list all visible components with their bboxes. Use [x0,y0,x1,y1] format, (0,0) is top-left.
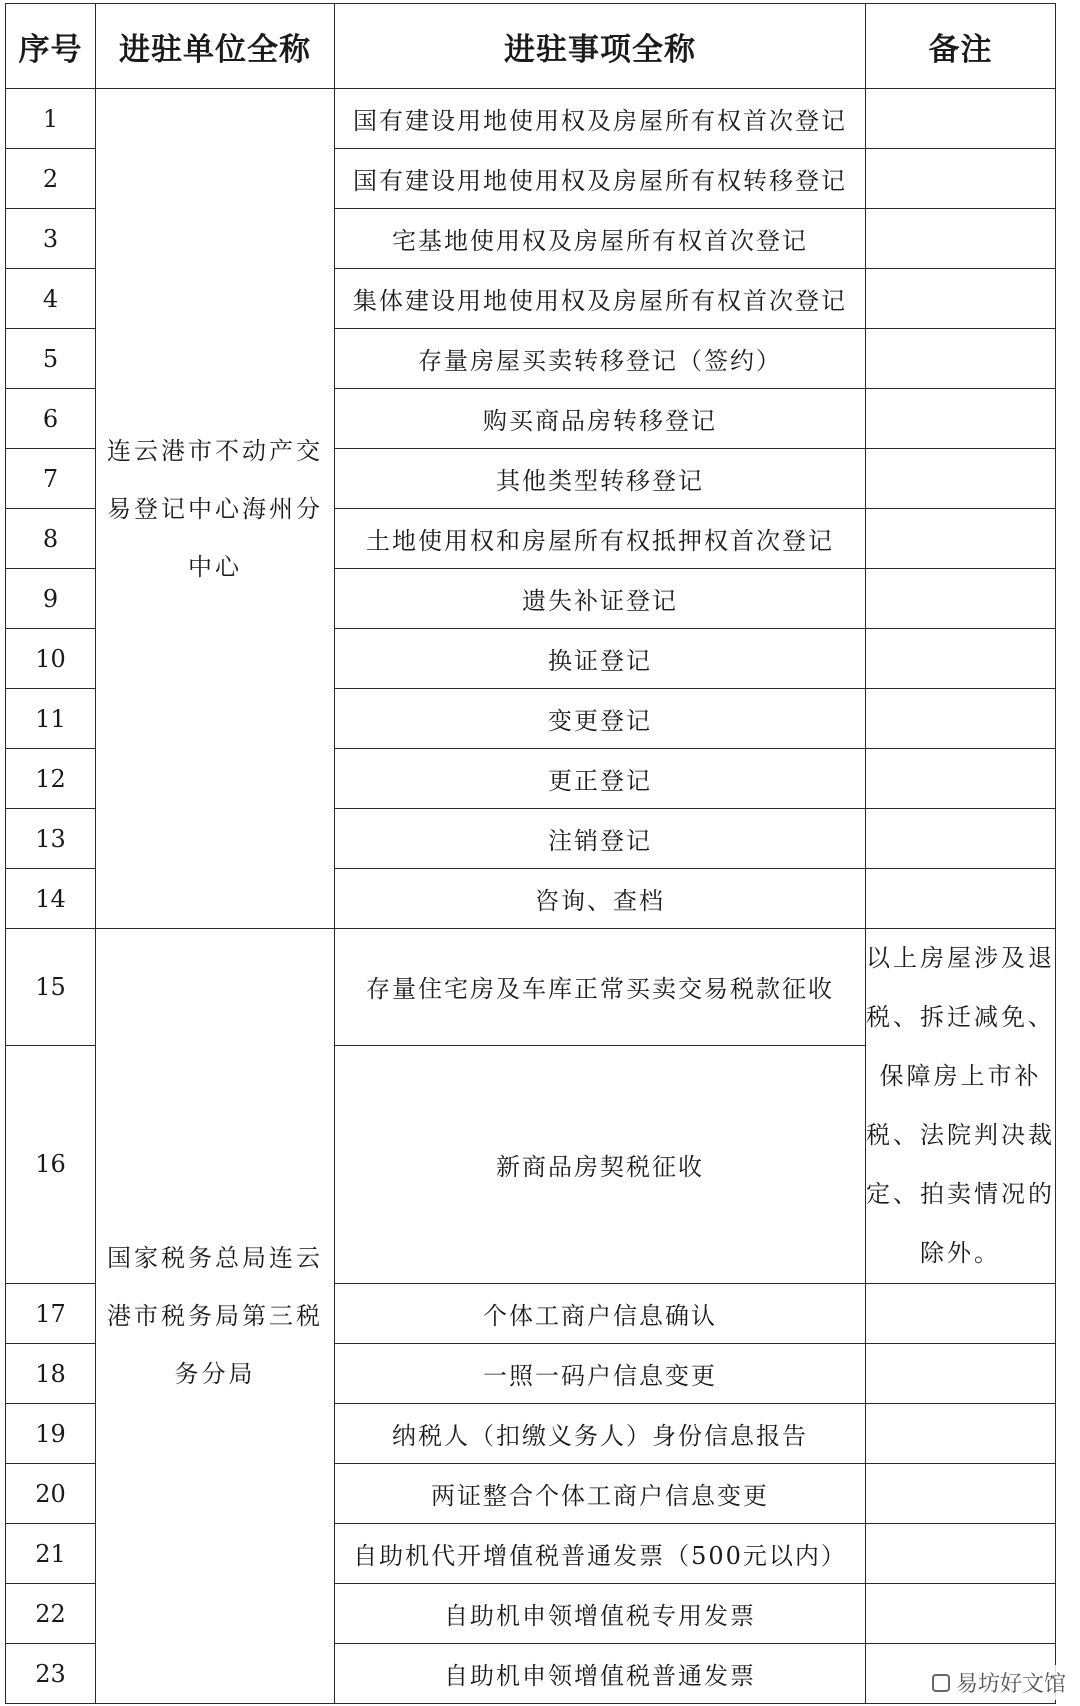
unit-real-estate-cell [96,89,335,929]
note-exclusion-cell [866,929,1056,1284]
item-name: 存量住宅房及车库正常买卖交易税款征收 [335,929,866,1046]
item-name: 换证登记 [335,629,866,689]
item-name: 一照一码户信息变更 [335,1344,866,1404]
item-name: 咨询、查档 [335,869,866,929]
note-cell [866,209,1056,269]
row-number: 11 [6,689,96,749]
watermark [926,1665,1072,1700]
row-number: 9 [6,569,96,629]
note-cell [866,269,1056,329]
row-number: 21 [6,1524,96,1584]
unit-tax-name: 国家税务总局连云港市税务局第三税务分局 [107,1244,323,1388]
note-cell [866,389,1056,449]
header-note: 备注 [866,4,1056,89]
header-row [6,4,1056,89]
item-name: 国有建设用地使用权及房屋所有权转移登记 [335,149,866,209]
row-number: 3 [6,209,96,269]
unit-real-estate-name: 连云港市不动产交易登记中心海州分中心 [107,436,323,581]
table-row [6,929,1056,1046]
header-unit: 进驻单位全称 [96,4,335,89]
note-cell [866,449,1056,509]
note-cell [866,749,1056,809]
note-cell [866,629,1056,689]
row-number: 10 [6,629,96,689]
item-name: 购买商品房转移登记 [335,389,866,449]
note-cell [866,1524,1056,1584]
item-name: 个体工商户信息确认 [335,1284,866,1344]
item-name: 自助机代开增值税普通发票（500元以内） [335,1524,866,1584]
note-cell [866,809,1056,869]
item-name: 国有建设用地使用权及房屋所有权首次登记 [335,89,866,149]
row-number: 16 [6,1045,96,1283]
note-cell [866,89,1056,149]
item-name: 其他类型转移登记 [335,449,866,509]
header-item: 进驻事项全称 [335,4,866,89]
note-cell [866,1404,1056,1464]
service-items-table [5,3,1056,1704]
row-number: 18 [6,1344,96,1404]
item-name: 纳税人（扣缴义务人）身份信息报告 [335,1404,866,1464]
item-name: 更正登记 [335,749,866,809]
watermark-logo-icon [932,1674,950,1692]
row-number: 8 [6,509,96,569]
row-number: 23 [6,1644,96,1704]
note-cell [866,869,1056,929]
row-number: 5 [6,329,96,389]
row-number: 4 [6,269,96,329]
watermark-text: 易坊好文馆 [955,1672,1066,1697]
note-cell [866,1464,1056,1524]
note-cell [866,1584,1056,1644]
row-number: 7 [6,449,96,509]
item-name: 土地使用权和房屋所有权抵押权首次登记 [335,509,866,569]
item-name: 宅基地使用权及房屋所有权首次登记 [335,209,866,269]
item-name: 两证整合个体工商户信息变更 [335,1464,866,1524]
item-name: 注销登记 [335,809,866,869]
note-cell [866,149,1056,209]
note-exclusion-text: 以上房屋涉及退税、拆迁减免、保障房上市补税、法院判决裁定、拍卖情况的除外。 [866,944,1055,1267]
row-number: 17 [6,1284,96,1344]
row-number: 2 [6,149,96,209]
note-cell [866,1284,1056,1344]
note-cell [866,1344,1056,1404]
note-cell [866,569,1056,629]
row-number: 1 [6,89,96,149]
item-name: 变更登记 [335,689,866,749]
table-row [6,89,1056,149]
row-number: 14 [6,869,96,929]
row-number: 19 [6,1404,96,1464]
header-index: 序号 [6,4,96,89]
item-name: 存量房屋买卖转移登记（签约） [335,329,866,389]
row-number: 12 [6,749,96,809]
item-name: 集体建设用地使用权及房屋所有权首次登记 [335,269,866,329]
item-name: 新商品房契税征收 [335,1045,866,1283]
unit-tax-cell [96,929,335,1704]
item-name: 自助机申领增值税普通发票 [335,1644,866,1704]
item-name: 自助机申领增值税专用发票 [335,1584,866,1644]
row-number: 15 [6,929,96,1046]
item-name: 遗失补证登记 [335,569,866,629]
row-number: 20 [6,1464,96,1524]
note-cell [866,509,1056,569]
note-cell [866,329,1056,389]
row-number: 13 [6,809,96,869]
row-number: 6 [6,389,96,449]
row-number: 22 [6,1584,96,1644]
note-cell [866,689,1056,749]
